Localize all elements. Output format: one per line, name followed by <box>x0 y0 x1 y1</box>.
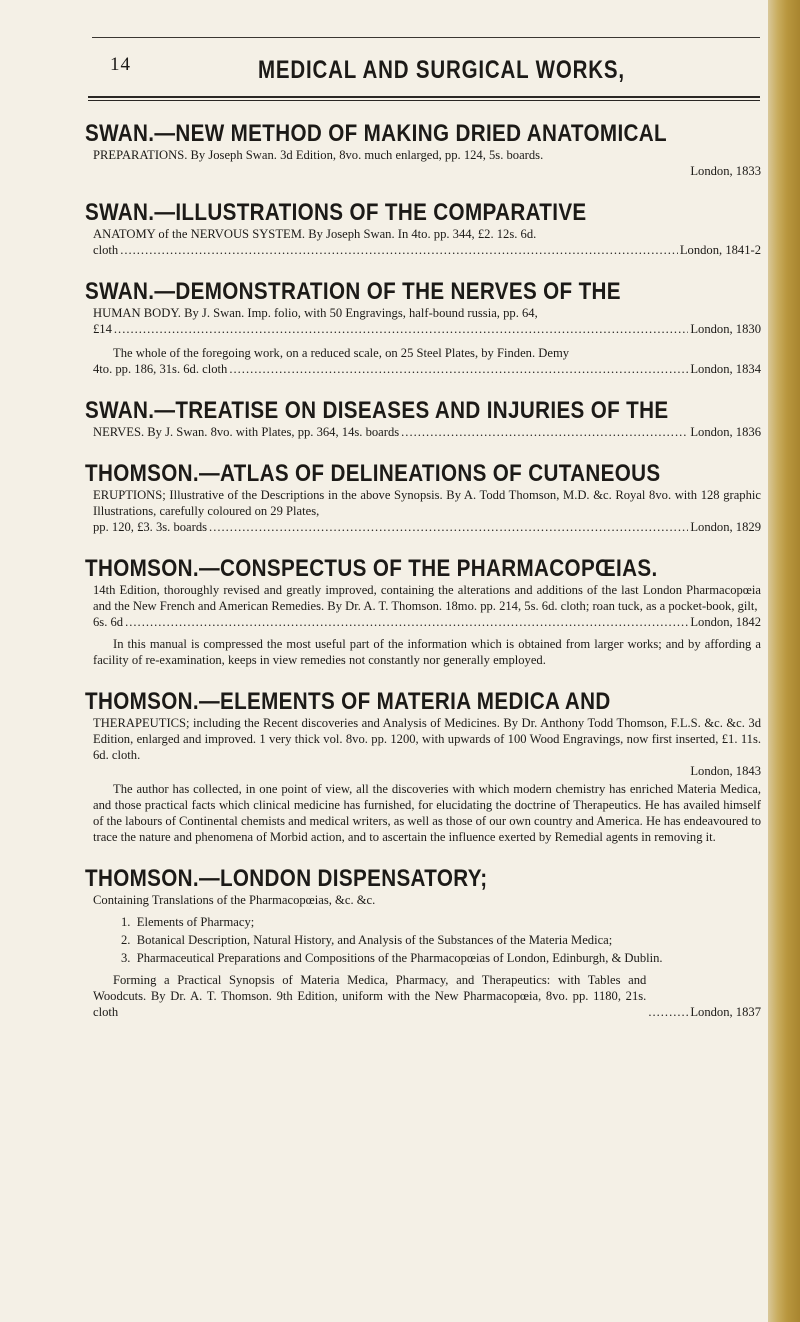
entry-note-imprint-line <box>93 361 761 377</box>
entry-imprint-line <box>93 972 761 1020</box>
list-item: 3. Pharmaceutical Preparations and Compositions of the Pharmacopœias of London, Edinburgh, & Dublin. <box>121 951 663 965</box>
list-item: 1. Elements of Pharmacy; <box>121 915 255 929</box>
entry-commentary: The author has collected, in one point of view, all the discoveries with which modern chemistry has enriched Materia Medica, and those practical facts which clinical medicine has furnished, for elucidating the doctrine of Therapeutics. He has availed himself of the labours of Continental chemists and medical writers, as well as those of our own country and America. He has endeavoured to trace the nature and phenomena of Morbid action, and to ascertain the influence exerted by Remedial agents in removing it. <box>93 782 761 844</box>
entry-title: SWAN.—DEMONSTRATION OF THE NERVES OF THE <box>85 278 621 305</box>
imprint-lead: £14 <box>93 322 112 336</box>
catalogue-entries <box>85 120 761 1040</box>
dot-leader <box>120 242 678 258</box>
entry-note: The whole of the foregoing work, on a reduced scale, on 25 Steel Plates, by Finden. Demy <box>113 346 570 360</box>
entry-title: THOMSON.—LONDON DISPENSATORY; <box>85 865 488 892</box>
entry-description: ANATOMY of the NERVOUS SYSTEM. By Joseph Swan. In 4to. pp. 344, £2. 12s. 6d. <box>93 227 537 241</box>
entry-imprint: London, 1842 <box>690 615 761 629</box>
dot-leader <box>648 1004 688 1020</box>
entry-imprint-line <box>93 424 761 440</box>
imprint-lead: pp. 120, £3. 3s. boards <box>93 520 208 534</box>
note-imprint: London, 1834 <box>690 362 761 376</box>
imprint-lead: cloth <box>93 243 119 257</box>
header-rule-thin <box>88 100 760 101</box>
header-rule-thick <box>88 96 760 98</box>
top-border-line <box>92 37 760 38</box>
entry-title: THOMSON.—ATLAS OF DELINEATIONS OF CUTANEOUS <box>85 460 661 487</box>
entry-imprint: London, 1841-2 <box>679 243 761 257</box>
entry-description: Containing Translations of the Pharmacopœias, &c. &c. <box>93 893 376 907</box>
list-item: 2. Botanical Description, Natural History, and Analysis of the Substances of the Materia Medica; <box>121 933 613 947</box>
entry-thomson-dispensatory <box>85 865 761 1020</box>
entry-swan-dried-preparations <box>85 120 761 179</box>
entry-imprint-line <box>93 242 761 258</box>
entry-imprint: London, 1833 <box>690 164 761 178</box>
entry-title: THOMSON.—CONSPECTUS OF THE PHARMACOPŒIAS. <box>85 555 658 582</box>
entry-imprint: London, 1836 <box>690 425 761 439</box>
entry-imprint-line <box>93 519 761 535</box>
entry-commentary: Forming a Practical Synopsis of Materia Medica, Pharmacy, and Therapeutics: with Tables and Woodcuts. By Dr. A. T. Thomson. 9th Edition, uniform with the New Pharmacopœia, 8vo. pp. 1180, 21s. cloth <box>93 973 647 1019</box>
dot-leader <box>401 424 688 440</box>
running-title: MEDICAL AND SURGICAL WORKS, <box>258 56 625 84</box>
entry-imprint: London, 1830 <box>690 322 761 336</box>
entry-commentary: In this manual is compressed the most useful part of the information which is obtained from larger works; and by affording a facility of re-examination, keeps in view remedies not constantly nor generally employed. <box>93 637 761 667</box>
dot-leader <box>229 361 688 377</box>
entry-thomson-elements <box>85 688 761 845</box>
imprint-lead: 6s. 6d <box>93 615 124 629</box>
entry-imprint-line <box>93 321 761 337</box>
entry-title: SWAN.—ILLUSTRATIONS OF THE COMPARATIVE <box>85 199 587 226</box>
note-imprint-lead: 4to. pp. 186, 31s. 6d. cloth <box>93 362 228 376</box>
entry-title: SWAN.—TREATISE ON DISEASES AND INJURIES OF THE <box>85 397 669 424</box>
entry-description: THERAPEUTICS; including the Recent discoveries and Analysis of Medicines. By Dr. Anthony Todd Thomson, F.L.S. &c. &c. 3d Edition, enlarged and improved. 1 very thick vol. 8vo. pp. 1200, with upwards of 100 Wood Engravings, now first inserted, £1. 11s. 6d. cloth. <box>93 716 761 762</box>
page-number: 14 <box>110 54 131 75</box>
entry-swan-demonstration-nerves <box>85 278 761 377</box>
gilt-page-edge <box>768 0 800 1322</box>
entry-title: SWAN.—NEW METHOD OF MAKING DRIED ANATOMICAL <box>85 120 667 147</box>
dot-leader <box>125 614 688 630</box>
entry-thomson-conspectus <box>85 555 761 668</box>
entry-description: PREPARATIONS. By Joseph Swan. 3d Edition, 8vo. much enlarged, pp. 124, 5s. boards. <box>93 148 544 162</box>
entry-imprint: London, 1829 <box>690 520 761 534</box>
entry-swan-comparative-anatomy <box>85 199 761 258</box>
entry-imprint: London, 1843 <box>690 764 761 778</box>
contents-list <box>121 914 761 966</box>
entry-title: THOMSON.—ELEMENTS OF MATERIA MEDICA AND <box>85 688 611 715</box>
page-header <box>88 52 764 92</box>
entry-description: 14th Edition, thoroughly revised and greatly improved, containing the alterations and additions of the last London Pharmacopœia and the New French and American Remedies. By Dr. A. T. Thomson. 18mo. pp. 214, 5s. 6d. cloth; roan tuck, as a pocket-book, gilt, <box>93 583 761 613</box>
entry-imprint: London, 1837 <box>690 1005 761 1019</box>
entry-description: HUMAN BODY. By J. Swan. Imp. folio, with 50 Engravings, half-bound russia, pp. 64, <box>93 306 538 320</box>
entry-description: ERUPTIONS; Illustrative of the Descriptions in the above Synopsis. By A. Todd Thomson, M.D. &c. Royal 8vo. with 128 graphic Illustrations, carefully coloured on 29 Plates, <box>93 488 761 518</box>
entry-imprint-line <box>93 614 761 630</box>
imprint-lead: NERVES. By J. Swan. 8vo. with Plates, pp. 364, 14s. boards <box>93 425 400 439</box>
entry-thomson-atlas <box>85 460 761 535</box>
dot-leader <box>209 519 688 535</box>
entry-swan-treatise-nerves <box>85 397 761 440</box>
dot-leader <box>114 321 688 337</box>
